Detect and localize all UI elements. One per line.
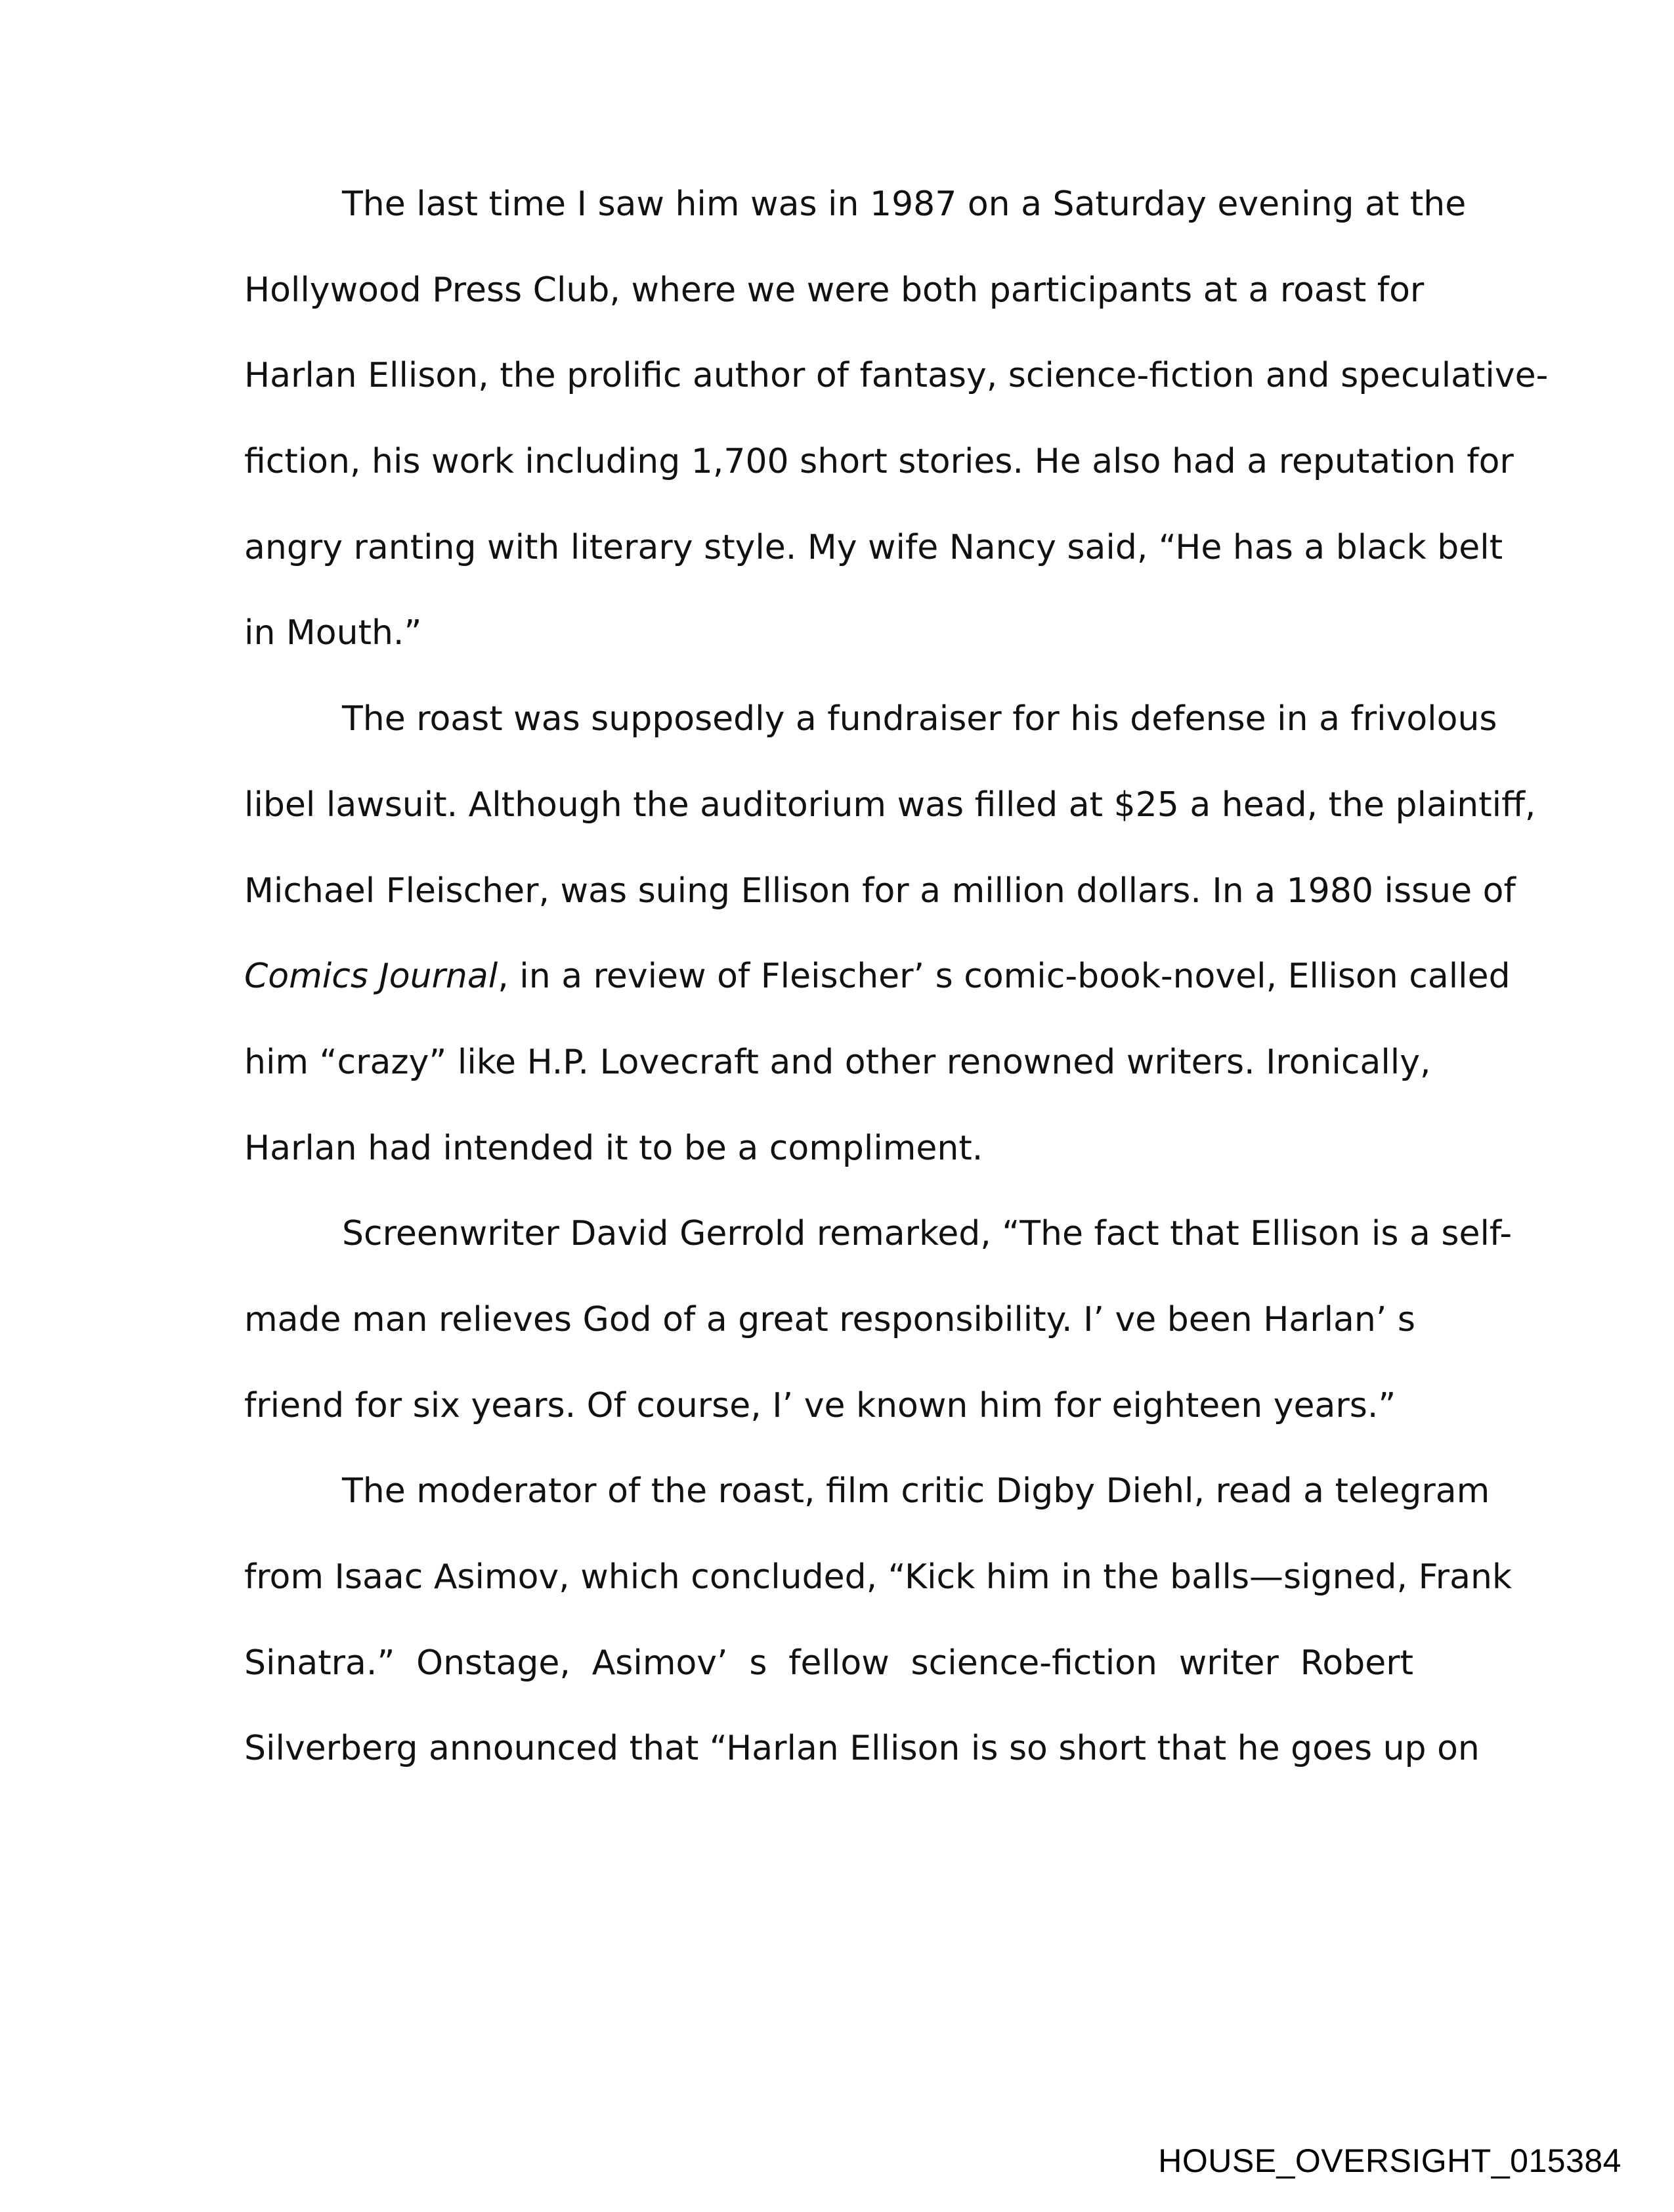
bates-number: HOUSE_OVERSIGHT_015384 [1158, 2142, 1621, 2179]
body-text [244, 162, 1549, 1792]
paragraph [244, 162, 1549, 676]
text-line [244, 1277, 1413, 1363]
text-line [244, 1534, 1513, 1620]
text-line [244, 676, 1497, 762]
text-segment: friend for six years. Of course, I’ ve known him for eighteen years.” [244, 1385, 1396, 1425]
text-segment: Hollywood Press Club, where we were both participants at a roast for [244, 270, 1425, 310]
text-line [244, 1106, 1413, 1192]
text-line [244, 1620, 1413, 1706]
text-segment: Sinatra.” Onstage, Asimov’ s fellow science-fiction writer Robert [244, 1643, 1413, 1683]
text-segment: in Mouth.” [244, 613, 422, 653]
text-line [244, 162, 1467, 248]
text-segment: Harlan Ellison, the prolific author of fantasy, science-fiction and speculative- [244, 356, 1549, 396]
text-line [244, 848, 1516, 934]
text-segment: The moderator of the roast, film critic Digby Diehl, read a telegram [342, 1471, 1490, 1511]
text-line [244, 333, 1549, 419]
text-line [244, 590, 1413, 676]
text-segment: Silverberg announced that “Harlan Ellison is so short that he goes up on [244, 1729, 1480, 1769]
text-segment: fiction, his work including 1,700 short stories. He also had a reputation for [244, 442, 1514, 482]
text-line [244, 934, 1511, 1020]
text-segment: angry ranting with literary style. My wife Nancy said, “He has a black belt [244, 527, 1503, 567]
text-segment: The roast was supposedly a fundraiser for his defense in a frivolous [342, 699, 1497, 739]
text-segment: Screenwriter David Gerrold remarked, “The fact that Ellison is a self- [342, 1214, 1513, 1254]
paragraph [244, 1191, 1513, 1448]
paragraph [244, 1448, 1513, 1792]
text-segment: The last time I saw him was in 1987 on a Saturday evening at the [342, 184, 1467, 224]
text-segment: Michael Fleischer, was suing Ellison for a million dollars. In a 1980 issue of [244, 871, 1516, 911]
text-segment: made man relieves God of a great responsibility. I’ ve been Harlan’ s [244, 1299, 1415, 1339]
paragraph [244, 676, 1536, 1191]
text-line [244, 248, 1425, 334]
text-segment: Harlan had intended it to be a compliment. [244, 1128, 983, 1168]
text-line [244, 505, 1503, 591]
text-segment: , in a review of Fleischer’ s comic-book-novel, Ellison called [498, 957, 1511, 997]
text-line [244, 1363, 1413, 1449]
text-line [244, 1448, 1490, 1534]
text-line [244, 1191, 1513, 1277]
text-line [244, 419, 1514, 505]
text-line [244, 1020, 1431, 1106]
text-segment: him “crazy” like H.P. Lovecraft and other renowned writers. Ironically, [244, 1042, 1431, 1082]
text-segment: from Isaac Asimov, which concluded, “Kick him in the balls—signed, Frank [244, 1557, 1513, 1597]
text-line [244, 762, 1536, 848]
text-segment: libel lawsuit. Although the auditorium was filled at $25 a head, the plaintiff, [244, 785, 1536, 825]
italic-title: Comics Journal [244, 957, 498, 997]
text-line [244, 1706, 1480, 1792]
